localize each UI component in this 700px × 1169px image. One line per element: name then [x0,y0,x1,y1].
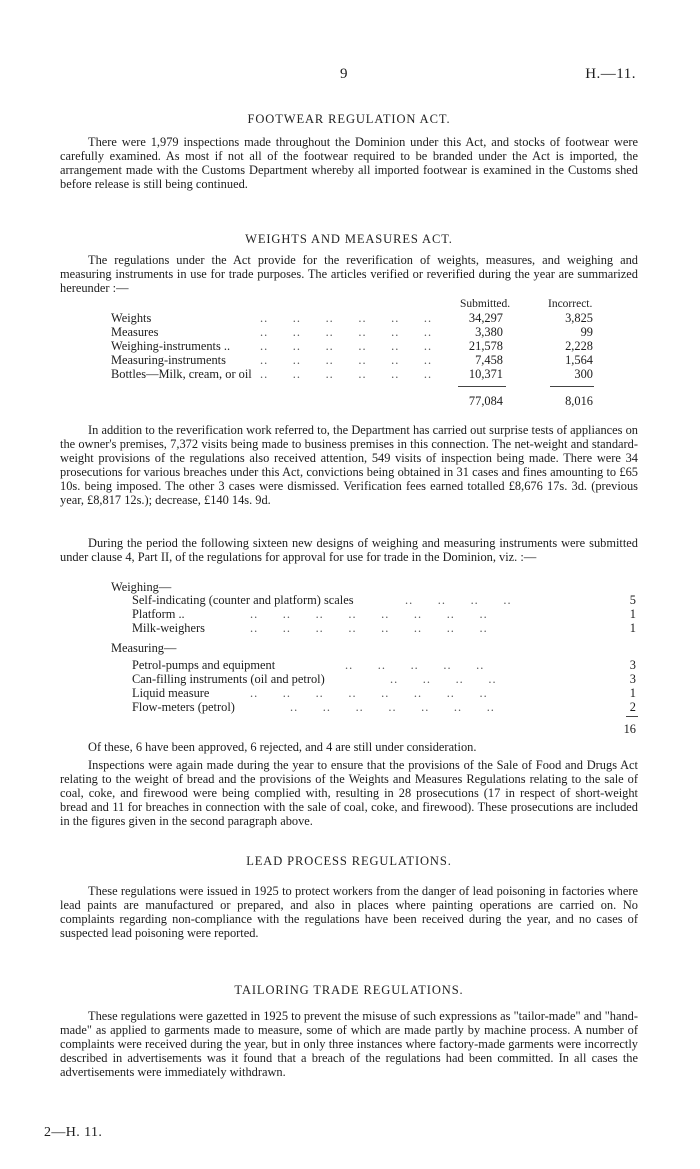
row-submitted: 7,458 [475,353,503,367]
table-row: Measuring-instruments .. .. .. .. .. .. 7,458 1,564 [111,353,593,367]
row-label: Weighing-instruments .. [111,339,231,353]
row-submitted: 34,297 [468,311,503,325]
footwear-paragraph: There were 1,979 inspections made throughout the Dominion under this Act, and stocks of footwear were carefully examined. As most if not all of the footwear required to be branded under the Act is imported, the arrangement made with the Customs Department whereby all imported footwear is examined in the Customs shed before release is still being continued. [60,135,638,191]
page-number: 9 [340,66,348,82]
total-rule-submitted [458,386,506,387]
table-total-row [60,394,638,408]
design-label: Milk-weighers [132,621,205,635]
list-item: Milk-weighers .. .. .. .. .. .. .. .. 1 [132,621,636,635]
design-count: 5 [629,593,636,607]
footwear-heading: FOOTWEAR REGULATION ACT. [247,112,451,126]
design-label: Petrol-pumps and equipment [132,658,276,672]
page-header [60,66,638,86]
tailoring-paragraph: These regulations were gazetted in 1925 to prevent the misuse of such expressions as "tailor-made" and "hand-made" as applied to garments made to measure, some of which are made partly by machine process. A number of complaints were received during the year, but in only three instances where factory-made garments were incorrectly described in advertisements was it found that a breach of the regulations had been committed. In all cases the advertisements were immediately withdrawn. [60,1009,638,1079]
list-item: Liquid measure .. .. .. .. .. .. .. .. 1 [132,686,636,700]
list-item: Petrol-pumps and equipment .. .. .. .. .. 3 [132,658,636,672]
design-label: Self-indicating (counter and platform) scales [132,593,354,607]
design-count: 1 [629,621,636,635]
design-count: 2 [629,700,636,714]
designs-total: 16 [623,722,636,736]
lead-heading: LEAD PROCESS REGULATIONS. [246,854,452,868]
row-submitted: 21,578 [468,339,503,353]
row-submitted: 3,380 [475,325,503,339]
table-row: Bottles—Milk, cream, or oil .. .. .. .. .. .. 10,371 300 [111,367,593,381]
design-count: 3 [629,672,636,686]
designs-total-row [60,722,638,736]
design-label: Platform .. [132,607,185,621]
row-incorrect: 3,825 [565,311,593,325]
list-item: Self-indicating (counter and platform) scales .. .. .. .. 5 [132,593,636,607]
table-row: Measures .. .. .. .. .. .. 3,380 99 [111,325,593,339]
table-row: Weights .. .. .. .. .. .. 34,297 3,825 [111,311,593,325]
design-label: Flow-meters (petrol) [132,700,235,714]
lead-paragraph: These regulations were issued in 1925 to protect workers from the danger of lead poisoning in factories where lead paints are manufactured or prepared, and also in places where painting operations are carried on. No complaints regarding non-compliance with the regulations have been received during the year, and no cases of suspected lead poisoning were reported. [60,884,638,940]
row-submitted: 10,371 [468,367,503,381]
document-reference: H.—11. [585,66,636,82]
measuring-group-label: Measuring— [111,641,177,655]
design-count: 3 [629,658,636,672]
total-submitted: 77,084 [468,394,503,408]
designs-total-rule [626,716,638,717]
row-label: Weights [111,311,152,325]
row-incorrect: 1,564 [565,353,593,367]
weighing-group-label: Weighing— [111,580,172,594]
row-incorrect: 99 [580,325,593,339]
column-header-incorrect: Incorrect. [548,298,593,310]
row-incorrect: 300 [574,367,593,381]
page-signature: 2—H. 11. [44,1125,103,1140]
weights-intro-paragraph: The regulations under the Act provide for the reverification of weights, measures, and weighing and measuring instruments in use for trade purposes. The articles verified or reverified during the year are summarized hereunder :— [60,253,638,295]
designs-outcome-paragraph: Of these, 6 have been approved, 6 rejected, and 4 are still under consideration. [88,740,477,754]
total-rule-incorrect [550,386,594,387]
inspections-paragraph: Inspections were again made during the year to ensure that the provisions of the Sale of Food and Drugs Act relating to the weight of bread and the provisions of the Weights and Measures Regulations relating to the sale of coal, coke, and firewood were being complied with, resulting in 28 prosecutions (17 in respect of short-weight bread and 11 for breaches in connection with the sale of coal, coke, and firewood). These prosecutions are included in the figures given in the second paragraph above. [60,758,638,828]
design-label: Liquid measure [132,686,210,700]
tailoring-heading: TAILORING TRADE REGULATIONS. [234,983,464,997]
row-label: Bottles—Milk, cream, or oil [111,367,252,381]
total-incorrect: 8,016 [565,394,593,408]
new-designs-paragraph: During the period the following sixteen new designs of weighing and measuring instruments were submitted under clause 4, Part II, of the regulations for approval for use for trade in the Dominion, viz. :— [60,536,638,564]
table-row: Weighing-instruments .. .. .. .. .. .. .. 21,578 2,228 [111,339,593,353]
list-item: Platform .. .. .. .. .. .. .. .. .. 1 [132,607,636,621]
design-count: 1 [629,686,636,700]
row-label: Measuring-instruments [111,353,226,367]
column-header-submitted: Submitted. [460,298,511,310]
row-label: Measures [111,325,159,339]
design-label: Can-filling instruments (oil and petrol) [132,672,325,686]
reverification-paragraph: In addition to the reverification work referred to, the Department has carried out surprise tests of appliances on the owner's premises, 7,372 visits being made to business premises in this connection. The net-weight and standard-weight provisions of the regulations also received attention, 549 visits of inspection being made. There were 34 prosecutions for various breaches under this Act, convictions being obtained in 31 cases and fines amounting to £65 10s. being imposed. The other 3 cases were dismissed. Verification fees earned totalled £8,676 17s. 3d. (previous year, £8,817 12s.); decrease, £140 14s. 9d. [60,423,638,507]
row-incorrect: 2,228 [565,339,593,353]
design-count: 1 [629,607,636,621]
list-item: Flow-meters (petrol) .. .. .. .. .. .. .. 2 [132,700,636,714]
weights-heading: WEIGHTS AND MEASURES ACT. [245,232,453,246]
list-item: Can-filling instruments (oil and petrol) .. .. .. .. 3 [132,672,636,686]
